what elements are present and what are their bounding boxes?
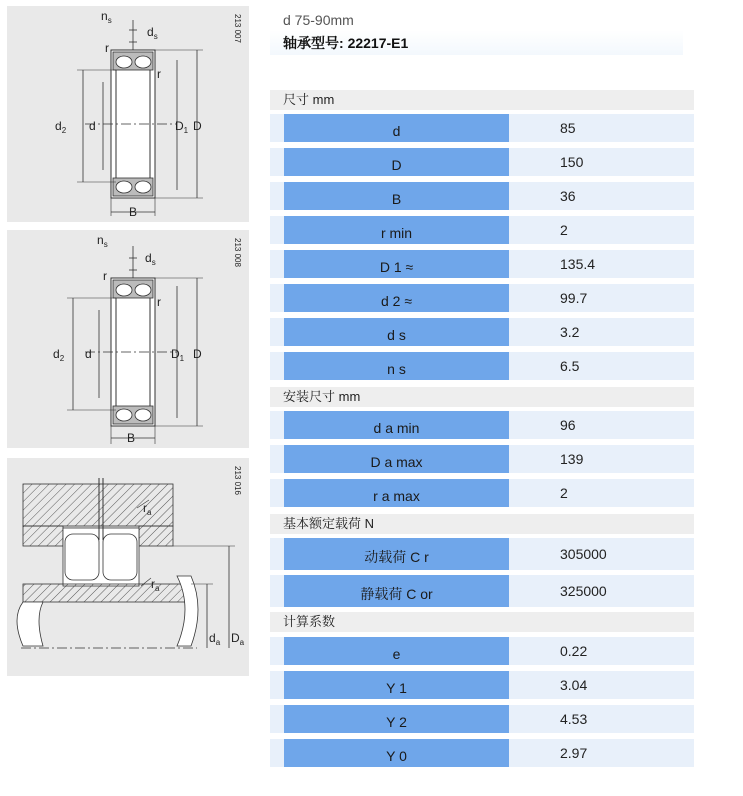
row-label: Y 1: [284, 671, 509, 699]
label-ds: $d_s$: [145, 251, 156, 267]
label-r: r: [103, 269, 107, 283]
label-r: r: [105, 41, 109, 55]
table-row: [270, 250, 694, 278]
table-row: [270, 671, 694, 699]
row-label: D 1 ≈: [284, 250, 509, 278]
table-row: [270, 182, 694, 210]
row-value: 135.4: [560, 256, 596, 272]
label-ds: $d_s$: [147, 25, 158, 41]
label-d2: $d_2$: [55, 119, 67, 135]
row-label: Y 2: [284, 705, 509, 733]
label-D1: $D_1$: [175, 119, 189, 135]
row-value: 2.97: [560, 745, 588, 761]
model-label: 轴承型号:: [283, 35, 344, 51]
size-range: d 75-90mm: [283, 12, 354, 28]
table-row: [270, 445, 694, 473]
row-label: n s: [284, 352, 509, 380]
table-row: [270, 114, 694, 142]
row-value: 0.22: [560, 643, 588, 659]
row-value: 3.04: [560, 677, 588, 693]
row-label: r min: [284, 216, 509, 244]
label-r-2: r: [157, 67, 161, 81]
row-value: 85: [560, 120, 576, 136]
label-D1: $D_1$: [171, 347, 185, 363]
figure-code-3: 213 016: [233, 466, 242, 495]
mounting-drawing: [7, 458, 249, 676]
label-d2: $d_2$: [53, 347, 65, 363]
row-value: 36: [560, 188, 576, 204]
table-row: [270, 411, 694, 439]
row-value: 325000: [560, 583, 607, 599]
row-value: 2: [560, 222, 568, 238]
row-label: 动载荷 C r: [284, 538, 509, 570]
row-value: 96: [560, 417, 576, 433]
table-row: [270, 318, 694, 346]
row-label: 静载荷 C or: [284, 575, 509, 607]
row-label: d: [284, 114, 509, 142]
table-row: [270, 216, 694, 244]
label-Da: $D_a$: [231, 631, 245, 647]
row-label: d s: [284, 318, 509, 346]
row-label: D: [284, 148, 509, 176]
mounting-section-svg: [7, 458, 249, 676]
table-row: [270, 479, 694, 507]
row-value: 2: [560, 485, 568, 501]
label-d: d: [89, 119, 96, 133]
bearing-drawing-1: [7, 6, 249, 222]
label-D: D: [193, 119, 202, 133]
row-label: d a min: [284, 411, 509, 439]
table-row: [270, 148, 694, 176]
section-load-ratings: 基本额定载荷 N: [270, 514, 694, 534]
section-mounting-dimensions: 安装尺寸 mm: [270, 387, 694, 407]
row-label: d 2 ≈: [284, 284, 509, 312]
table-row: [270, 575, 694, 607]
label-ns: $n_s$: [97, 233, 108, 249]
label-D: D: [193, 347, 202, 361]
row-value: 99.7: [560, 290, 588, 306]
label-B: B: [127, 431, 136, 445]
label-da: $d_a$: [209, 631, 221, 647]
row-label: B: [284, 182, 509, 210]
table-row: [270, 352, 694, 380]
label-d: d: [85, 347, 92, 361]
row-value: 139: [560, 451, 584, 467]
label-B: B: [129, 205, 138, 219]
label-r-2: r: [157, 295, 161, 309]
row-value: 6.5: [560, 358, 580, 374]
table-row: [270, 284, 694, 312]
model-number: [283, 33, 408, 53]
figure-code-1: 213 007: [233, 14, 242, 43]
row-label: e: [284, 637, 509, 665]
row-value: 4.53: [560, 711, 588, 727]
table-row: [270, 705, 694, 733]
model-value: 22217-E1: [347, 35, 409, 51]
bearing-drawing-2: [7, 230, 249, 448]
bearing-section-svg-2: [7, 230, 249, 448]
row-label: D a max: [284, 445, 509, 473]
table-row: [270, 637, 694, 665]
table-row: [270, 739, 694, 767]
section-dimensions: 尺寸 mm: [270, 90, 694, 110]
figure-code-2: 213 008: [233, 238, 242, 267]
row-value: 305000: [560, 546, 607, 562]
row-value: 150: [560, 154, 584, 170]
table-row: [270, 538, 694, 570]
bearing-section-svg-1: [7, 6, 249, 222]
label-ra-bottom: $r_a$: [151, 577, 160, 593]
label-ra-top: $r_a$: [143, 501, 152, 517]
label-ns: $n_s$: [101, 9, 112, 25]
section-factors: 计算系数: [270, 612, 694, 632]
row-label: r a max: [284, 479, 509, 507]
row-label: Y 0: [284, 739, 509, 767]
row-value: 3.2: [560, 324, 580, 340]
